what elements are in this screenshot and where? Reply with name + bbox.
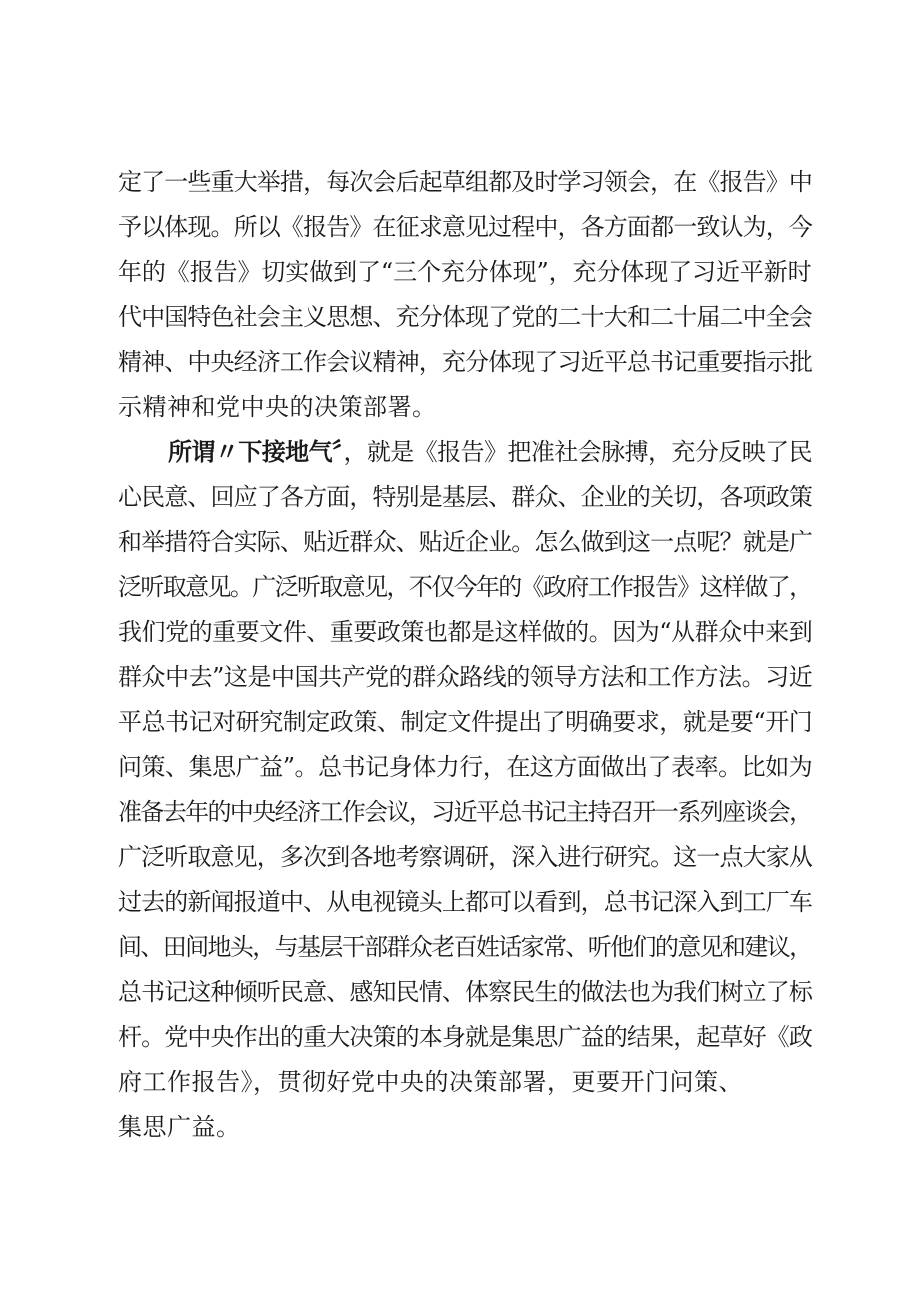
text-line: 准备去年的中央经济工作会议，习近平总书记主持召开一系列座谈会，: [118, 798, 812, 826]
text-line: 我们党的重要文件、重要政策也都是这样做的。因为“从群众中来到: [118, 618, 813, 646]
text-line: 平总书记对研究制定政策、制定文件提出了明确要求，就是要“开门: [118, 708, 813, 736]
paragraph-first-line: [168, 437, 812, 467]
text-line: 年的《报告》切实做到了“三个充分体现”，充分体现了习近平新时: [118, 258, 812, 286]
text-line: 府工作报告》，贯彻好党中央的决策部署，更要开门问策、: [118, 1068, 743, 1096]
text-line: 集思广益。: [118, 1113, 241, 1141]
text-line: 群众中去”这是中国共产党的群众路线的领导方法和工作方法。习近: [118, 663, 813, 691]
text-line: 杆。党中央作出的重大决策的本身就是集思广益的结果，起草好《政: [118, 1023, 812, 1051]
text-line: 予以体现。所以《报告》在征求意见过程中，各方面都一致认为，今: [118, 213, 812, 241]
text-line: 和举措符合实际、贴近群众、贴近企业。怎么做到这一点呢？就是广: [118, 528, 812, 556]
text-line: 心民意、回应了各方面，特别是基层、群众、企业的关切，各项政策: [118, 483, 812, 511]
text-line: 间、田间地头，与基层干部群众老百姓话家常、听他们的意见和建议，: [118, 933, 812, 961]
text-line: 问策、集思广益”。总书记身体力行，在这方面做出了表率。比如为: [118, 753, 813, 781]
text-line: 定了一些重大举措，每次会后起草组都及时学习领会，在《报告》中: [118, 168, 812, 196]
text-line: 广泛听取意见，多次到各地考察调研，深入进行研究。这一点大家从: [118, 843, 812, 871]
lead-heading: 所谓〃下接地气〞: [168, 438, 344, 466]
first-line-rest: ，就是《报告》把准社会脉搏，充分反映了民: [343, 438, 813, 466]
text-line: 总书记这种倾听民意、感知民情、体察民生的做法也为我们树立了标: [118, 978, 812, 1006]
text-line: 代中国特色社会主义思想、充分体现了党的二十大和二十届二中全会: [118, 303, 812, 331]
text-line: 示精神和党中央的决策部署。: [118, 393, 437, 421]
text-line: 泛听取意见。广泛听取意见，不仅今年的《政府工作报告》这样做了，: [118, 573, 812, 601]
text-line: 精神、中央经济工作会议精神，充分体现了习近平总书记重要指示批: [118, 348, 812, 376]
text-line: 过去的新闻报道中、从电视镜头上都可以看到，总书记深入到工厂车: [118, 888, 812, 916]
